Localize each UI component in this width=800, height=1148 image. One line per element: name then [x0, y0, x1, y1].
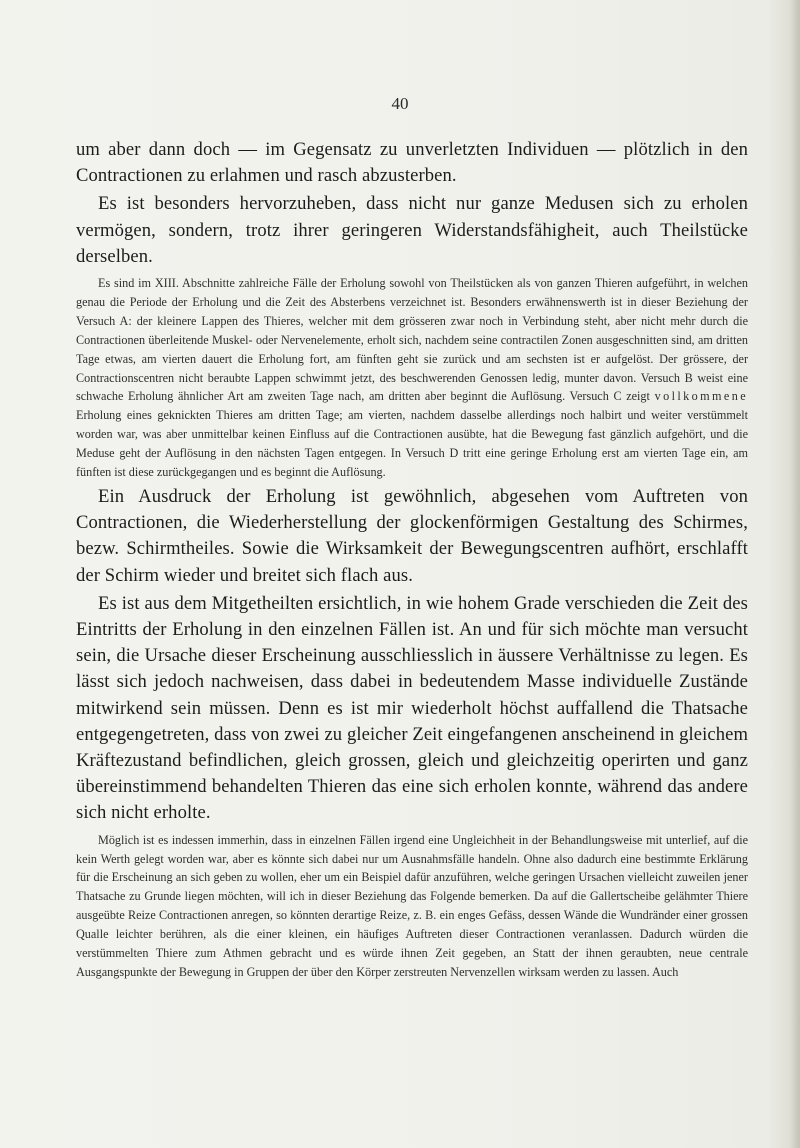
versuche-text-a: Es sind im XIII. Abschnitte zahlreiche Fälle der Erholung sowohl von Theilstücken als von ganzen Thieren aufgeführt, in welchen genau die Periode der Erholung und die Zeit des Absterbens verzeichnet ist. Besonders erwähnenswerth ist in dieser Beziehung der Versuch A: der kleinere Lappen des Thieres, welcher mit dem grösseren zwar noch in Verbindung steht, aber nicht mehr durch die Contractionen überleitende Muskel- oder Nervenelemente, erholt sich, nachdem seine contractilen Zonen ausgeschnitten sind, am dritten Tage etwas, am vierten dauert die Erholung fort, am fünften geht sie zurück und am sechsten ist er aufgelöst. Der grössere, der Contractionscentren nicht beraubte Lappen schwimmt jetzt, des beschwerenden Genossen ledig, munter davon. Versuch B weist eine schwache Erholung ähnlicher Art am zweiten Tage nach, am dritten aber beginnt die Auflösung. Versuch C zeigt	[76, 276, 748, 404]
paragraph-continuation: um aber dann doch — im Gegensatz zu unverletzten Individuen — plötzlich in den Contractionen zu erlahmen und rasch abzusterben.	[76, 139, 748, 187]
paragraph-medusen-erholung: Es ist besonders hervorzuheben, dass nicht nur ganze Medusen sich zu erholen vermögen, sondern, trotz ihrer geringeren Widerstandsfähigheit, auch Theilstücke derselben.	[76, 193, 748, 267]
paragraph-ungleichheit-small: Möglich ist es indessen immerhin, dass in einzelnen Fällen irgend eine Ungleichheit in der Behandlungsweise mit unterlief, auf die kein Werth gelegt worden war, aber es könnte sich dabei nur um Ausnahmsfälle handeln. Ohne also dadurch eine bestimmte Erklärung für die Erscheinung an sich geben zu wollen, eher um ein Beispiel dafür anzuführen, welche geringen Ursachen vielleicht zuweilen jener Thatsache zu Grunde liegen möchten, will ich in dieser Beziehung das Folgende bemerken. Da auf die Gallertscheibe gelähmter Thiere ausgeübte Reize Contractionen anregen, so könnten derartige Reize, z. B. ein enges Gefäss, dessen Wände die Wundränder einer grossen Qualle leichter berühren, als die einer kleinen, ein häufiges Auftreten dieser Contractionen veranlassen. Dadurch würden die verstümmelten Thiere zum Athmen gebracht und es würde ihnen Zeit gegeben, an Statt der ihnen geraubten, neue centrale Ausgangspunkte der Bewegung in Gruppen der über den Körper zerstreuten Nervenzellen wirksam werden zu lassen. Auch	[76, 832, 748, 979]
page-body	[76, 137, 748, 982]
paragraph-individuelle-zustaende: Es ist aus dem Mitgetheilten ersichtlich, in wie hohem Grade verschieden die Zeit des Eintritts der Erholung in den einzelnen Fällen ist. An und für sich möchte man versucht sein, die Ursache dieser Erscheinung ausschliesslich in äussere Verhältnisse zu legen. Es lässt sich jedoch nachweisen, dass dabei in bedeutendem Masse individuelle Zustände mitwirkend sein müssen. Denn es ist mir wiederholt höchst auffallend die Thatsache entgegengetreten, dass von zwei zu gleicher Zeit eingefangenen anscheinend in gleichem Kräftezustand befindlichen, gleich grossen, gleich und gleichzeitig operirten und ganz übereinstimmend behandelten Thieren das eine sich erholen konnte, während das andere sich nicht erholte.	[76, 592, 749, 824]
versuche-text-b: Erholung eines geknickten Thieres am dritten Tage; am vierten, nachdem dasselbe allerdings noch halbirt und weiter verstümmelt worden war, was aber unmittelbar keinen Einfluss auf die Contractionen ausübte, hat die Bewegung fast gänzlich aufgehört, und die Meduse geht der Auflösung in den nächsten Tagen entgegen. In Versuch D tritt eine geringe Erholung erst am vierten Tage ein, am fünften ist diese zurückgegangen und es beginnt die Auflösung.	[76, 408, 748, 480]
paragraph-ausdruck-erholung: Ein Ausdruck der Erholung ist gewöhnlich, abgesehen vom Auftreten von Contractionen, die Wiederherstellung der glockenförmigen Gestaltung des Schirmes, bezw. Schirmtheiles. Sowie die Wirksamkeit der Bewegungscentren aufhört, erschlafft der Schirm wieder und breitet sich flach aus.	[76, 485, 748, 586]
page-number: 40	[391, 94, 409, 113]
paragraph-versuche-small	[76, 274, 748, 482]
page-edge-shadow	[790, 0, 800, 1148]
emphasized-word: vollkommene	[654, 389, 748, 404]
